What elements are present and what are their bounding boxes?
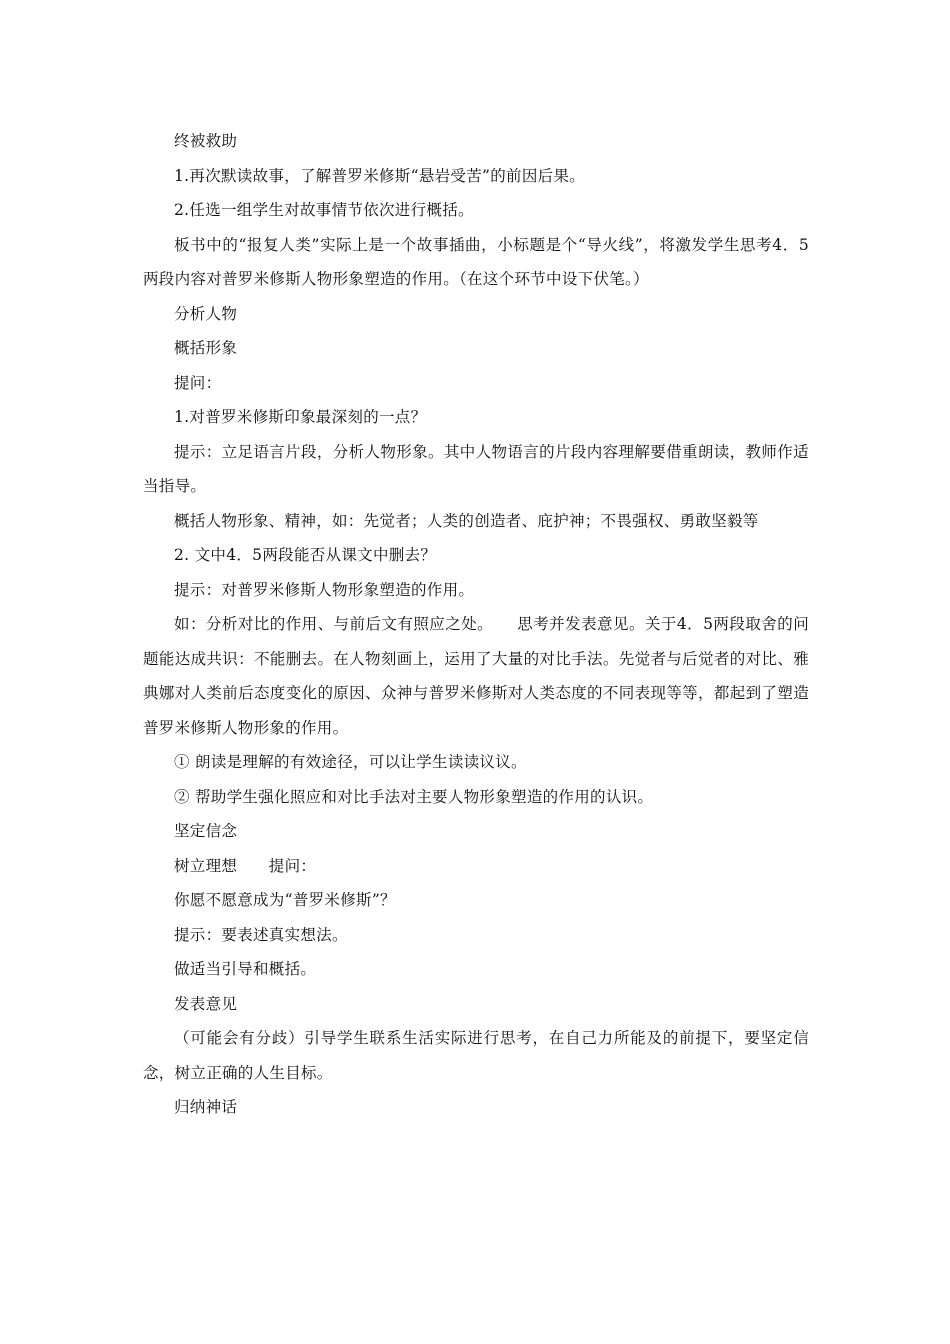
paragraph-note-1: ① 朗读是理解的有效途径，可以让学生读读议议。 xyxy=(174,753,527,771)
paragraph-prometheus-question: 你愿不愿意成为“普罗米修斯”？ xyxy=(174,891,396,909)
paragraph-board-note: 板书中的“报复人类”实际上是一个故事插曲，小标题是个“导火线”，将激发学生思考4．5两段内容对普罗米修斯人物形象塑造的作用。（在这个环节中设下伏笔。） xyxy=(143,235,809,288)
paragraph-contrast-analysis: 如：分析对比的作用、与前后文有照应之处。 思考并发表意见。关于4．5两段取舍的问题能达成共识：不能删去。在人物刻画上，运用了大量的对比手法。先觉者与后觉者的对比、雅典娜对人类前后态度变化的原因、众神与普罗米修斯对人类态度的不同表现等等，都起到了塑造普罗米修斯人物形象的作用。 xyxy=(143,615,809,737)
paragraph-heading-opinion: 发表意见 xyxy=(174,994,238,1013)
paragraph-heading-myth: 归纳神话 xyxy=(174,1098,238,1116)
paragraph-guidance: 做适当引导和概括。 xyxy=(174,960,317,978)
paragraph-note-2: ② 帮助学生强化照应和对比手法对主要人物形象塑造的作用的认识。 xyxy=(174,787,654,806)
paragraph-heading-analyze: 分析人物 xyxy=(174,304,238,323)
paragraph-hint-3: 提示：要表述真实想法。 xyxy=(174,925,348,944)
paragraph-question-1: 1.对普罗米修斯印象最深刻的一点？ xyxy=(174,408,427,426)
paragraph-opinion-text: （可能会有分歧）引导学生联系生活实际进行思考，在自己力所能及的前提下，要坚定信念，树立正确的人生目标。 xyxy=(143,1029,809,1082)
paragraph-heading-summarize: 概括形象 xyxy=(174,339,238,357)
paragraph-question-label: 提问： xyxy=(174,373,222,392)
paragraph-hint-1: 提示：立足语言片段，分析人物形象。其中人物语言的片段内容理解要借重朗读，教师作适当指导。 xyxy=(143,442,809,495)
paragraph-step-1: 1.再次默读故事，了解普罗米修斯“悬岩受苦”的前因后果。 xyxy=(174,166,586,185)
paragraph-hint-2: 提示：对普罗米修斯人物形象塑造的作用。 xyxy=(174,580,475,599)
paragraph-heading-belief: 坚定信念 xyxy=(174,822,238,840)
paragraph-step-2: 2.任选一组学生对故事情节依次进行概括。 xyxy=(174,201,474,219)
document-body xyxy=(143,124,809,1125)
paragraph-question-2: 2. 文中4．5两段能否从课文中删去？ xyxy=(174,546,437,564)
paragraph-ideal-question: 树立理想 提问： xyxy=(174,856,317,875)
paragraph-character-summary: 概括人物形象、精神，如：先觉者；人类的创造者、庇护神；不畏强权、勇敢坚毅等 xyxy=(174,511,759,530)
paragraph-heading-rescued: 终被救助 xyxy=(174,132,238,150)
